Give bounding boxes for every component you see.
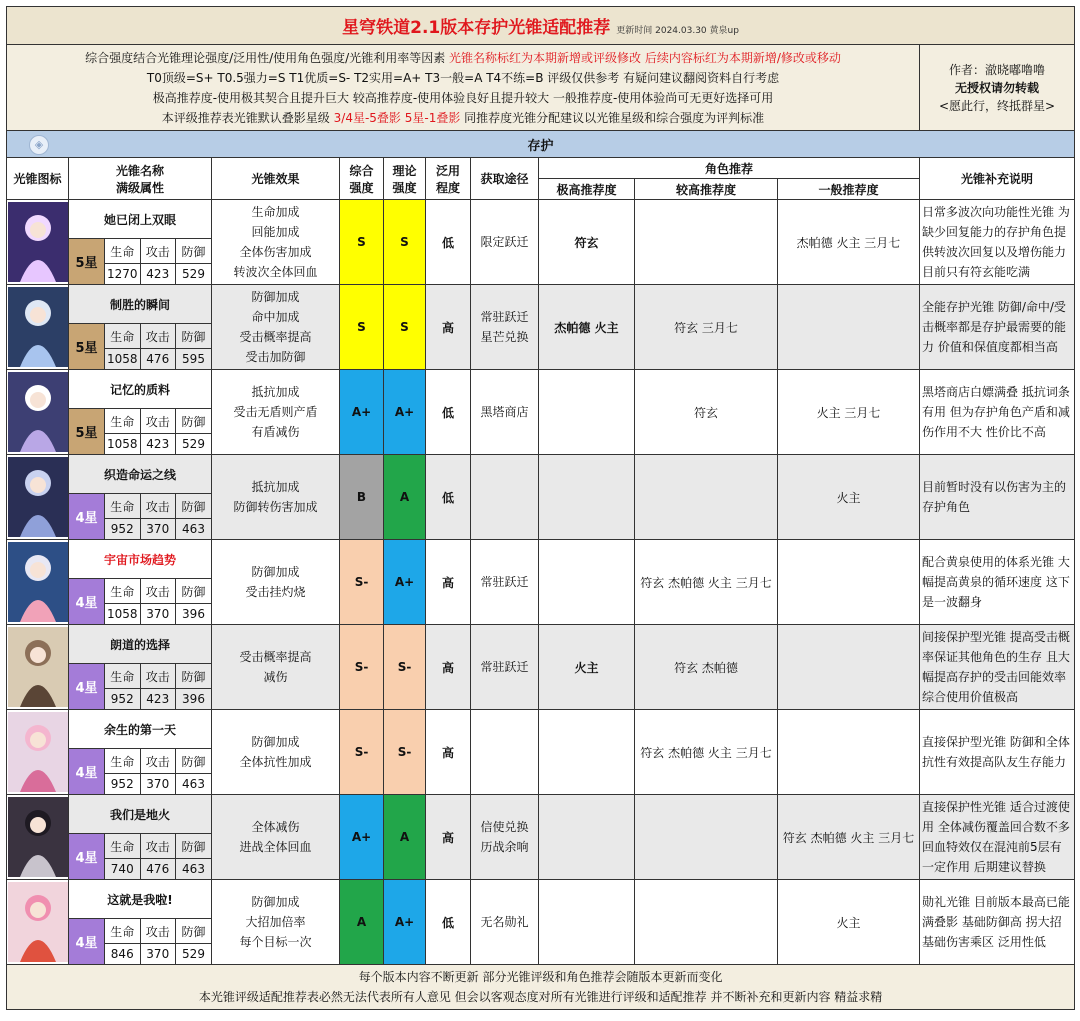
def-label: 防御	[176, 409, 212, 434]
acquisition-source	[471, 710, 539, 795]
high-recommend	[635, 455, 778, 540]
lightcone-image	[7, 625, 69, 710]
footer-note	[7, 965, 1075, 1010]
effect-line: 全体抗性加成	[239, 755, 312, 769]
high-recommend: 符玄 三月七	[635, 285, 778, 370]
acquisition-source	[471, 285, 539, 370]
def-label: 防御	[176, 324, 212, 349]
lightcone-name: 我们是地火	[69, 795, 211, 834]
page-title: 星穹铁道2.1版本存护光锥适配推荐	[342, 18, 611, 38]
very-high-recommend	[539, 880, 635, 965]
lightcone-portrait-icon	[8, 372, 68, 452]
hp-value: 740	[105, 859, 141, 879]
atk-label: 攻击	[140, 324, 176, 349]
atk-value: 476	[140, 859, 176, 879]
theory-grade: A+	[384, 540, 426, 625]
table-row	[7, 710, 1075, 795]
def-value: 529	[176, 434, 212, 454]
lightcone-portrait-icon	[8, 882, 68, 962]
lightcone-name-cell	[69, 200, 212, 285]
overall-grade: A+	[340, 795, 384, 880]
effect-line: 受击加防御	[245, 350, 306, 364]
theory-grade: A	[384, 795, 426, 880]
def-label: 防御	[176, 919, 212, 944]
lightcone-image	[7, 285, 69, 370]
high-recommend: 符玄 杰帕德 火主 三月七	[635, 710, 778, 795]
overall-grade: S	[340, 200, 384, 285]
atk-value: 370	[140, 519, 176, 539]
def-value: 396	[176, 689, 212, 709]
rarity-badge: 4星	[69, 919, 105, 965]
lightcone-name: 宇宙市场趋势	[69, 540, 211, 579]
atk-value: 370	[140, 944, 176, 964]
intro-line3: 极高推荐度-使用极其契合且提升巨大 较高推荐度-使用体验良好且提升较大 一般推荐度-使用体验尚可无更好选择可用	[152, 90, 774, 105]
header-effect: 光锥效果	[212, 158, 340, 200]
header-normal: 一般推荐度	[778, 179, 920, 200]
source-line: 历战余响	[480, 840, 529, 854]
header-overall: 综合 强度	[340, 158, 384, 200]
section-title: 存护	[527, 138, 554, 154]
lightcone-portrait-icon	[8, 542, 68, 622]
lightcone-portrait-icon	[8, 287, 68, 367]
effect-line: 有盾减伤	[251, 425, 300, 439]
acquisition-source	[471, 200, 539, 285]
table-row	[7, 200, 1075, 285]
acquisition-source	[471, 455, 539, 540]
high-recommend	[635, 795, 778, 880]
preservation-path-icon: ◈	[29, 135, 49, 155]
very-high-recommend: 符玄	[539, 200, 635, 285]
hp-value: 1270	[105, 264, 141, 284]
lightcone-notes: 直接保护型光锥 防御和全体抗性有效提高队友生存能力	[920, 710, 1075, 795]
hp-label: 生命	[105, 579, 141, 604]
effect-line: 防御加成	[251, 735, 300, 749]
hp-label: 生命	[105, 664, 141, 689]
atk-label: 攻击	[140, 664, 176, 689]
intro-line4-a: 本评级推荐表光锥默认叠影星级	[161, 110, 330, 125]
effect-line: 减伤	[263, 670, 288, 684]
versatility: 高	[426, 285, 471, 370]
def-label: 防御	[176, 749, 212, 774]
hp-value: 846	[105, 944, 141, 964]
source-line: 常驻跃迁	[480, 660, 529, 674]
acquisition-source	[471, 795, 539, 880]
atk-value: 423	[140, 264, 176, 284]
effect-line: 防御加成	[251, 290, 300, 304]
normal-recommend	[778, 540, 920, 625]
hp-value: 952	[105, 774, 141, 794]
atk-value: 370	[140, 604, 176, 624]
table-row	[7, 370, 1075, 455]
section-header	[7, 131, 1075, 158]
header-roles: 角色推荐	[539, 158, 920, 179]
lightcone-effect	[212, 285, 340, 370]
lightcone-image	[7, 880, 69, 965]
hp-value: 1058	[105, 349, 141, 369]
lightcone-name-cell	[69, 285, 212, 370]
theory-grade: A	[384, 455, 426, 540]
lightcone-image	[7, 710, 69, 795]
acquisition-source	[471, 540, 539, 625]
effect-line: 命中加成	[251, 310, 300, 324]
normal-recommend: 火主	[778, 880, 920, 965]
lightcone-notes: 配合黄泉使用的体系光锥 大幅提高黄泉的循环速度 这下是一波翻身	[920, 540, 1075, 625]
overall-grade: A+	[340, 370, 384, 455]
def-label: 防御	[176, 664, 212, 689]
lightcone-name-cell	[69, 880, 212, 965]
lightcone-name: 朗道的选择	[69, 625, 211, 664]
effect-line: 转波次全体回血	[233, 265, 318, 279]
normal-recommend	[778, 285, 920, 370]
overall-grade: B	[340, 455, 384, 540]
header-icon: 光锥图标	[7, 158, 69, 200]
author-name: 作者：澈晓嘟噜噜	[949, 62, 1046, 77]
very-high-recommend: 杰帕德 火主	[539, 285, 635, 370]
hp-label: 生命	[105, 834, 141, 859]
recommendation-table	[6, 6, 1075, 1010]
lightcone-notes: 目前暂时没有以伤害为主的存护角色	[920, 455, 1075, 540]
overall-grade: S-	[340, 625, 384, 710]
versatility: 低	[426, 880, 471, 965]
stats-table	[69, 540, 211, 624]
atk-label: 攻击	[140, 579, 176, 604]
intro-line4-b: 3/4星-5叠影 5星-1叠影	[333, 110, 461, 125]
lightcone-notes: 勋礼光锥 目前版本最高已能满叠影 基础防御高 拐大招基础伤害乘区 泛用性低	[920, 880, 1075, 965]
table-row	[7, 795, 1075, 880]
atk-value: 476	[140, 349, 176, 369]
lightcone-name-cell	[69, 455, 212, 540]
effect-line: 抵抗加成	[251, 385, 300, 399]
effect-line: 每个目标一次	[239, 935, 312, 949]
author-motto: <愿此行，终抵群星>	[938, 98, 1056, 113]
footer-line2: 本光锥评级适配推荐表必然无法代表所有人意见 但会以客观态度对所有光锥进行评级和适配推荐 并不断补充和更新内容 精益求精	[198, 990, 883, 1004]
lightcone-effect	[212, 540, 340, 625]
def-value: 529	[176, 944, 212, 964]
lightcone-notes: 间接保护型光锥 提高受击概率保证其他角色的生存 且大幅提高存护的受击回能效率 综合使用价值极高	[920, 625, 1075, 710]
lightcone-effect	[212, 795, 340, 880]
def-value: 463	[176, 859, 212, 879]
effect-line: 全体减伤	[251, 820, 300, 834]
theory-grade: A+	[384, 370, 426, 455]
source-line: 信使兑换	[480, 820, 529, 834]
table-row	[7, 625, 1075, 710]
lightcone-name-cell	[69, 795, 212, 880]
atk-label: 攻击	[140, 749, 176, 774]
lightcone-effect	[212, 370, 340, 455]
theory-grade: S	[384, 285, 426, 370]
intro-line4-c: 同推荐度光锥分配建议以光锥星级和综合强度为评判标准	[464, 110, 765, 125]
header-versatility: 泛用 程度	[426, 158, 471, 200]
theory-grade: S-	[384, 710, 426, 795]
effect-line: 防御加成	[251, 895, 300, 909]
atk-value: 423	[140, 689, 176, 709]
lightcone-portrait-icon	[8, 797, 68, 877]
very-high-recommend	[539, 795, 635, 880]
lightcone-notes: 黑塔商店白嫖满叠 抵抗词条有用 但为存护角色产盾和减伤作用不大 性价比不高	[920, 370, 1075, 455]
def-value: 463	[176, 774, 212, 794]
lightcone-image	[7, 540, 69, 625]
lightcone-name-cell	[69, 540, 212, 625]
header-name: 光锥名称 满级属性	[69, 158, 212, 200]
theory-grade: S-	[384, 625, 426, 710]
stats-table	[69, 710, 211, 794]
lightcone-image	[7, 200, 69, 285]
acquisition-source	[471, 880, 539, 965]
versatility: 高	[426, 540, 471, 625]
high-recommend	[635, 200, 778, 285]
lightcone-portrait-icon	[8, 712, 68, 792]
very-high-recommend	[539, 370, 635, 455]
intro-text	[7, 45, 920, 131]
high-recommend: 符玄	[635, 370, 778, 455]
stats-table	[69, 285, 211, 369]
rarity-badge: 4星	[69, 664, 105, 710]
lightcone-notes: 日常多波次向功能性光锥 为缺少回复能力的存护角色提供转波次回复以及增伤能力 目前只有符玄能吃满	[920, 200, 1075, 285]
lightcone-name: 这就是我啦!	[69, 880, 211, 919]
title-bar	[7, 7, 1075, 45]
overall-grade: S-	[340, 710, 384, 795]
high-recommend	[635, 880, 778, 965]
very-high-recommend	[539, 540, 635, 625]
lightcone-effect	[212, 710, 340, 795]
def-value: 463	[176, 519, 212, 539]
no-repost-notice: 无授权请勿转载	[955, 80, 1040, 95]
normal-recommend: 杰帕德 火主 三月七	[778, 200, 920, 285]
def-label: 防御	[176, 239, 212, 264]
rarity-badge: 4星	[69, 749, 105, 795]
def-label: 防御	[176, 494, 212, 519]
footer-line1: 每个版本内容不断更新 部分光锥评级和角色推荐会随版本更新而变化	[358, 970, 723, 984]
atk-label: 攻击	[140, 409, 176, 434]
source-line: 星芒兑换	[480, 330, 529, 344]
normal-recommend	[778, 625, 920, 710]
lightcone-notes: 全能存护光锥 防御/命中/受击概率都是存护最需要的能力 价值和保值度都相当高	[920, 285, 1075, 370]
source-line: 黑塔商店	[480, 405, 529, 419]
lightcone-effect	[212, 200, 340, 285]
lightcone-name-cell	[69, 710, 212, 795]
rarity-badge: 4星	[69, 834, 105, 880]
table-row	[7, 880, 1075, 965]
intro-line1-a: 综合强度结合光锥理论强度/泛用性/使用角色强度/光锥利用率等因素	[85, 50, 446, 65]
source-line: 限定跃迁	[480, 235, 529, 249]
very-high-recommend: 火主	[539, 625, 635, 710]
rarity-badge: 4星	[69, 494, 105, 540]
effect-line: 受击挂灼烧	[245, 585, 306, 599]
intro-line1-b: 光锥名称标红为本期新增或评级修改 后续内容标红为本期新增/修改或移动	[449, 50, 841, 65]
lightcone-name-cell	[69, 625, 212, 710]
stats-table	[69, 370, 211, 454]
hp-label: 生命	[105, 239, 141, 264]
theory-grade: S	[384, 200, 426, 285]
lightcone-image	[7, 455, 69, 540]
hp-label: 生命	[105, 324, 141, 349]
hp-value: 1058	[105, 434, 141, 454]
high-recommend: 符玄 杰帕德	[635, 625, 778, 710]
lightcone-notes: 直接保护性光锥 适合过渡使用 全体减伤覆盖回合数不多 回血特效仅在混沌前5层有一定作用 后期建议替换	[920, 795, 1075, 880]
stats-table	[69, 455, 211, 539]
versatility: 高	[426, 710, 471, 795]
table-row	[7, 285, 1075, 370]
effect-line: 回能加成	[251, 225, 300, 239]
author-info	[920, 45, 1075, 131]
intro-line2: T0顶级=S+ T0.5强力=S T1优质=S- T2实用=A+ T3一般=A T4不练=B 评级仅供参考 有疑问建议翻阅资料自行考虑	[146, 70, 780, 85]
lightcone-name: 余生的第一天	[69, 710, 211, 749]
hp-label: 生命	[105, 494, 141, 519]
header-theory: 理论 强度	[384, 158, 426, 200]
table-row	[7, 540, 1075, 625]
def-label: 防御	[176, 834, 212, 859]
atk-label: 攻击	[140, 494, 176, 519]
acquisition-source	[471, 370, 539, 455]
rarity-badge: 4星	[69, 579, 105, 625]
table-row	[7, 455, 1075, 540]
effect-line: 受击概率提高	[239, 330, 312, 344]
lightcone-name: 织造命运之线	[69, 455, 211, 494]
atk-value: 370	[140, 774, 176, 794]
header-very-high: 极高推荐度	[539, 179, 635, 200]
normal-recommend: 火主 三月七	[778, 370, 920, 455]
lightcone-name: 她已闭上双眼	[69, 200, 211, 239]
def-value: 595	[176, 349, 212, 369]
def-label: 防御	[176, 579, 212, 604]
effect-line: 受击概率提高	[239, 650, 312, 664]
versatility: 高	[426, 625, 471, 710]
hp-value: 1058	[105, 604, 141, 624]
lightcone-image	[7, 370, 69, 455]
hp-label: 生命	[105, 919, 141, 944]
effect-line: 生命加成	[251, 205, 300, 219]
atk-label: 攻击	[140, 919, 176, 944]
lightcone-image	[7, 795, 69, 880]
lightcone-portrait-icon	[8, 627, 68, 707]
lightcone-portrait-icon	[8, 202, 68, 282]
rarity-badge: 5星	[69, 239, 105, 285]
versatility: 低	[426, 455, 471, 540]
effect-line: 防御加成	[251, 565, 300, 579]
hp-label: 生命	[105, 749, 141, 774]
lightcone-name: 记忆的质料	[69, 370, 211, 409]
stats-table	[69, 880, 211, 964]
lightcone-name-cell	[69, 370, 212, 455]
effect-line: 抵抗加成	[251, 480, 300, 494]
normal-recommend	[778, 710, 920, 795]
versatility: 低	[426, 200, 471, 285]
source-line: 常驻跃迁	[480, 310, 529, 324]
stats-table	[69, 795, 211, 879]
versatility: 低	[426, 370, 471, 455]
stats-table	[69, 200, 211, 284]
rarity-badge: 5星	[69, 324, 105, 370]
lightcone-effect	[212, 625, 340, 710]
source-line: 无名勋礼	[480, 915, 529, 929]
effect-line: 防御转伤害加成	[233, 500, 318, 514]
rarity-badge: 5星	[69, 409, 105, 455]
atk-label: 攻击	[140, 239, 176, 264]
def-value: 396	[176, 604, 212, 624]
source-line: 常驻跃迁	[480, 575, 529, 589]
acquisition-source	[471, 625, 539, 710]
normal-recommend: 火主	[778, 455, 920, 540]
overall-grade: S-	[340, 540, 384, 625]
lightcone-portrait-icon	[8, 457, 68, 537]
header-high: 较高推荐度	[635, 179, 778, 200]
atk-value: 423	[140, 434, 176, 454]
hp-value: 952	[105, 519, 141, 539]
update-time: 更新时间 2024.03.30 黄泉up	[616, 26, 739, 36]
stats-table	[69, 625, 211, 709]
versatility: 高	[426, 795, 471, 880]
lightcone-effect	[212, 455, 340, 540]
lightcone-effect	[212, 880, 340, 965]
atk-label: 攻击	[140, 834, 176, 859]
overall-grade: A	[340, 880, 384, 965]
hp-label: 生命	[105, 409, 141, 434]
def-value: 529	[176, 264, 212, 284]
effect-line: 大招加倍率	[245, 915, 306, 929]
high-recommend: 符玄 杰帕德 火主 三月七	[635, 540, 778, 625]
overall-grade: S	[340, 285, 384, 370]
normal-recommend: 符玄 杰帕德 火主 三月七	[778, 795, 920, 880]
header-source: 获取途径	[471, 158, 539, 200]
effect-line: 全体伤害加成	[239, 245, 312, 259]
very-high-recommend	[539, 455, 635, 540]
header-notes: 光锥补充说明	[920, 158, 1075, 200]
lightcone-name: 制胜的瞬间	[69, 285, 211, 324]
effect-line: 进战全体回血	[239, 840, 312, 854]
very-high-recommend	[539, 710, 635, 795]
hp-value: 952	[105, 689, 141, 709]
effect-line: 受击无盾则产盾	[233, 405, 318, 419]
theory-grade: A+	[384, 880, 426, 965]
